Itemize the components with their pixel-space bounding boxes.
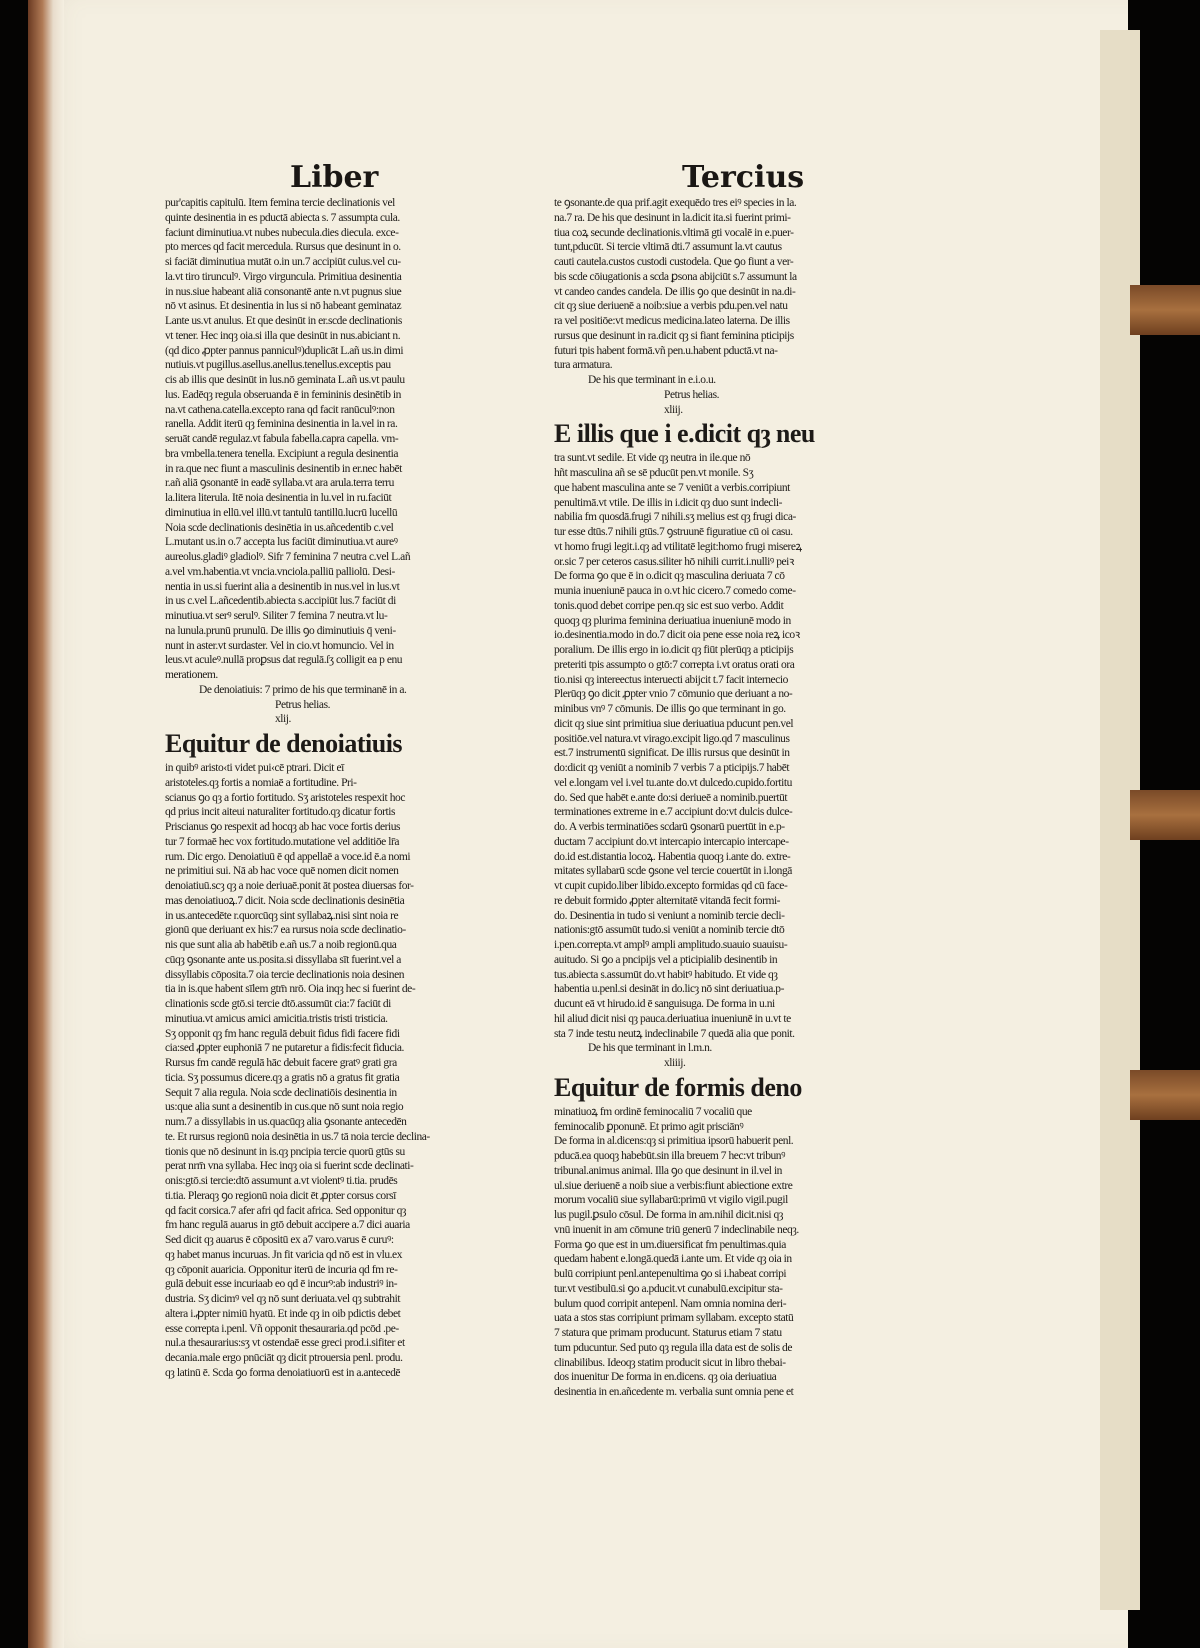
text-line: Lante us.vt anulus. Et que desinūt in er.scde declinationis (165, 315, 402, 327)
text-line: pur'capitis capitulū. Item femina tercie declinationis vel (165, 197, 395, 209)
text-line: cit qȝ siue deriuenē a noib:siue a verbis pdu.pen.vel natu (554, 300, 788, 313)
section-heading: De denoiatiuis: 7 primo de his que terminanē in a. (199, 683, 407, 696)
text-line: vnū inuenit in am cōmune triū generū 7 indeclinabile neqȝ. (554, 1223, 799, 1236)
text-line: tra sunt.vt sedile. Et vide qȝ neutra in ile.que nō (554, 452, 751, 465)
text-line: morum vocaliū siue syllabarū:primū vt vigilo vigil.pugil (554, 1194, 788, 1207)
text-line: or.sic 7 per ceteros casus.siliter hō nihili currit.i.nulliꝰ peiꝛ (554, 555, 794, 568)
text-line: te ꝯsonante.de qua prif.agit exequēdo tres eiꝰ species in la. (554, 197, 797, 209)
text-line: nutiuis.vt pugillus.asellus.anellus.tenellus.exceptis pau (165, 359, 391, 372)
text-line: tur 7 formaē hec vox fortitudo.mutatione vel additiōe lr̄a (165, 835, 399, 848)
text-line: esse correpta i.penl. Vñ opponit thesauraria.qd pcōd .pe- (165, 1322, 399, 1335)
text-line: ul.siue deriuenē a noib siue a verbis:fiunt abiectione extre (554, 1179, 793, 1192)
text-line: bulum quod corripit antepenl. Nam omnia nomina deri- (554, 1297, 787, 1310)
text-line: nis que sunt alia ab habētib e.añ us.7 a noib regionū.qua (165, 939, 397, 951)
text-line: re debuit formido ꝓpter alternitatē vitandā fecit formi- (554, 894, 781, 907)
text-line: altera i.ꝓpter nimiū hyatū. Et inde qȝ in oib pdictis debet (165, 1307, 401, 1320)
book-binding-edge (28, 0, 64, 1648)
leather-strap (1130, 1070, 1200, 1120)
text-line: vt candeo candes candela. De illis ꝯo que desinūt in na.di- (554, 285, 796, 298)
text-line: bra vmbella.tenera tenella. Excipiunt a regula desinentia (165, 447, 398, 460)
text-line: terminationes extreme in e.7 accipiunt do:vt dulcis dulce- (554, 806, 793, 819)
text-line: fm hanc regulā auarus in gtō debuit accipere a.7 dici auaria (165, 1219, 410, 1232)
folio-number: xlij. (275, 713, 291, 726)
section-heading: De his que terminant in l.m.n. (588, 1042, 712, 1055)
text-line: tur esse dtūs.7 nihili gtūs.7 ꝯstruunē figuratiue cū oi casu. (554, 526, 793, 538)
text-line: rum. Dic ergo. Denoiatiuū ē qd appellaē a voce.id ē.a nomi (165, 850, 411, 863)
text-line: faciunt diminutiua.vt nubes nubecula.dies diecula. exce- (165, 226, 399, 239)
text-line: dos inuenitur De forma in en.dicens. qȝ oia deriuatiua (554, 1371, 777, 1384)
text-line: vt cupit cupido.liber libido.excepto formidas qd cū face- (554, 880, 788, 892)
folio-number: xliiij. (664, 1057, 686, 1069)
text-line: gulā debuit esse incuriaab eo qd ē incurꝰ:ab industriꝰ in- (165, 1278, 398, 1291)
text-line: io.desinentia.modo in do.7 dicit oia pene esse noia reꝝ icoꝛ (554, 629, 800, 642)
text-line: tur.vt vestibulū.si ꝯo a.pducit.vt cunabulū.excipitur sta- (554, 1282, 783, 1295)
text-line: dustria. Sʒ dicimꝰ vel qȝ nō sunt deriuata.vel qȝ subtrahit (165, 1293, 401, 1305)
right-text-column (554, 196, 874, 1400)
text-line: Priscianus ꝯo respexit ad hocqȝ ab hac voce fortis derius (165, 821, 401, 833)
text-line: la.litera literula. Itē noia desinentia in lu.vel in ru.faciūt (165, 492, 392, 504)
text-line: ranella. Addit iterū qȝ feminina desinentia in la.vel in ra. (165, 418, 398, 431)
text-line: quoqȝ qȝ plurima feminina deriuatiua inueniunē modo in (554, 614, 791, 627)
text-line: scianus ꝯo qȝ a fortio fortitudo. Sʒ aristoteles respexit hoc (165, 791, 405, 804)
text-line: ra vel positiōe:vt medicus medicina.lateo laterna. De illis (554, 315, 790, 327)
text-line: pto merces qd facit mercedula. Rursus que desinunt in o. (165, 241, 401, 254)
text-line: auitudo. Si ꝯo a pncipijs vel a pticipialib desinentib in (554, 953, 778, 966)
text-line: si faciāt diminutiua mutāt o.in un.7 accipiūt culus.vel cu- (165, 256, 401, 268)
text-line: qȝ latinū ē. Scda ꝯo forma denoiatiuorū est in a.antecedē (165, 1366, 401, 1379)
book-page (28, 0, 1128, 1648)
text-line: do. A verbis terminatiōes scdarū ꝯsonarū puertūt in e.p- (554, 821, 785, 833)
text-line: lus pugil.ꝑsulo cōsul. De forma in am.nihil dicit.nisi qȝ (554, 1209, 783, 1221)
text-line: 7 statura que primam producunt. Staturus etiam 7 statu (554, 1327, 782, 1339)
text-line: na.7 ra. De his que desinunt in la.dicit ita.si fuerint primi- (554, 211, 791, 224)
text-line: (qd dico ꝓpter pannus panniculꝰ)duplicāt L.añ us.in dimi (165, 344, 404, 357)
text-line: us:que alia sunt a desinentib in cus.que nō sunt noia regio (165, 1101, 404, 1114)
text-line: sta 7 inde testu neutꝝ indeclinabile 7 quedā alia que ponit. (554, 1027, 795, 1040)
left-text-column (165, 196, 495, 1381)
text-line: dissyllabis cōposita.7 oia tercie declinationis noia desinen (165, 968, 405, 981)
text-line: do. Desinentia in tudo si veniunt a nominib tercie decli- (554, 909, 785, 922)
text-line: in us c.vel L.añcedentib.abiecta s.accipiūt lus.7 faciūt di (165, 595, 396, 608)
text-line: do. Sed que habēt e.ante do:si deriueē a nominib.puertūt (554, 791, 788, 804)
text-line: tia in is.que habent sīlem gtm̄ nrō. Oia inqȝ hec si fuerint de- (165, 983, 416, 996)
running-head-right: Tercius (682, 160, 805, 195)
text-line: nunt in aster.vt surdaster. Vel in cio.vt homuncio. Vel in (165, 639, 394, 652)
text-line: uata a stos stas corripiunt primam syllabam. excepto statū (554, 1312, 794, 1325)
text-line: ticia. Sʒ possumus dicere.qȝ a gratis nō a gratus fit gratia (165, 1071, 400, 1084)
text-line: dicit qȝ siue sint primitiua siue deriuatiua pducunt pen.vel (554, 717, 794, 730)
text-line: ti.tia. Pleraqȝ ꝯo regionū noia dicit ēt ꝓpter corsus corsī (165, 1189, 396, 1202)
text-line: Sʒ opponit qȝ fm hanc regulā debuit fidus fidi facere fidi (165, 1027, 400, 1040)
text-line: Forma ꝯo que est in um.diuersificat fm penultimas.quia (554, 1238, 786, 1251)
text-line: cūqȝ ꝯsonante ante us.posita.si dissyllaba sīt fuerint.vel a (165, 953, 401, 966)
text-line: na.vt cathena.catella.excepto rana qd facit ranūculꝰ:non (165, 403, 395, 416)
text-line: Plerūqȝ ꝯo dicit ꝓpter vnio 7 cōmunio que deriuant a no- (554, 688, 793, 701)
text-line: mitates syllabarū scde ꝯsone vel tercie couertūt in i.longā (554, 865, 792, 878)
text-line: preteriti tpis assumpto o gtō:7 correpta i.vt oratus orati ora (554, 658, 795, 671)
text-line: te. Et rursus regionū noia desinētia in us.7 tā noia tercie declina- (165, 1130, 430, 1143)
rubric-heading: E illis que i e.dicit qȝ neu (554, 419, 815, 449)
text-line: nabilia fm quosdā.frugi 7 nihili.sʒ melius est qȝ frugi dica- (554, 511, 796, 524)
text-line: onis:gtō.si tercie:dtō assumunt a.vt violentꝰ ti.tia. prudēs (165, 1175, 398, 1187)
text-line: pducā.ea quoqȝ habebūt.sin illa breuem 7 hec:vt tribunꝰ (554, 1150, 786, 1162)
text-line: in nus.siue habeant aliā consonantē ante n.vt pugnus siue (165, 285, 402, 298)
text-line: perat nrm̄ vna syllaba. Hec inqȝ oia si fuerint scde declinati- (165, 1160, 414, 1173)
text-line: minatiuoꝝ fm ordinē feminocaliū 7 vocaliū que (554, 1105, 752, 1118)
text-line: r.añ aliā ꝯsonantē in eadē syllaba.vt ara arula.terra terru (165, 477, 394, 490)
text-line: penultimā.vt vtile. De illis in i.dicit qȝ duo sunt indecli- (554, 496, 782, 509)
text-line: De forma ꝯo que ē in o.dicit qȝ masculina deriuata 7 cō (554, 570, 785, 583)
text-line: nul.a thesaurarius:sʒ vt ostendaē esse greci prod.i.sifiter et (165, 1337, 405, 1350)
text-line: aristoteles.qȝ fortis a nomiaē a fortitudine. Pri- (165, 776, 357, 789)
text-line: poralium. De illis ergo in io.dicit qȝ fiūt plerūqȝ a pticipijs (554, 644, 794, 656)
running-head-left: Liber (290, 160, 379, 195)
text-line: la.vt tiro tirunculꝰ. Virgo virguncula. Primitiua desinentia (165, 270, 402, 283)
text-line: tiua coꝝ secunde declinationis.vltimā gti vocalē in e.puer- (554, 226, 794, 239)
text-line: tonis.quod debet corripe pen.qȝ sic est suo verbo. Addit (554, 599, 784, 612)
rubric-heading: Equitur de denoiatiuis (165, 729, 403, 758)
text-line: qd prius incit aiteui naturaliter fortitudo.qȝ dicatur fortis (165, 806, 396, 819)
text-line: munia inueniunē pauca in o.vt hic cicero.7 comedo come- (554, 585, 796, 597)
text-line: vt tener. Hec inqȝ oia.si illa que desinūt in nus.abiciant n. (165, 329, 401, 342)
text-line: est.7 instrumentū significat. De illis rursus que desinūt in (554, 747, 790, 760)
author-note: Petrus helias. (664, 388, 720, 401)
text-line: ductam 7 accipiunt do.vt intercapio intercapio intercape- (554, 835, 789, 848)
text-line: positiōe.vel natura.vt virago.excipit ligo.qd 7 masculinus (554, 732, 790, 745)
text-line: rursus que desinunt in ra.dicit qȝ si fiant feminina pticipijs (554, 329, 794, 342)
text-line: gionū que deriuant ex his:7 ea rursus noia scde declinatio- (165, 924, 406, 937)
section-heading: De his que terminant in e.i.o.u. (588, 374, 716, 386)
folio-number: xliij. (664, 403, 683, 416)
text-line: aureolus.gladiꝰ gladiolꝰ. Sifr 7 feminina 7 neutra c.vel L.añ (165, 551, 411, 563)
text-line: habentia u.penl.si desināt in do.licȝ nō sint deriuatiua.p- (554, 983, 784, 996)
text-line: minutiua.vt serꝰ serulꝰ. Siliter 7 femina 7 neutra.vt lu- (165, 610, 388, 622)
text-line: De forma in al.dicens:qȝ si primitiua ipsorū habuerit penl. (554, 1135, 794, 1148)
text-line: ducunt eā vt hirudo.id ē sanguisuga. De forma in u.ni (554, 998, 775, 1010)
text-line: num.7 a dissyllabis in us.quacūqȝ alia ꝯsonante antecedēn (165, 1116, 407, 1128)
text-line: a.vel vm.habentia.vt vncia.vnciola.palliū palliolū. Desi- (165, 565, 395, 578)
text-line: tum pducuntur. Sed puto qȝ regula illa data est de solis de (554, 1341, 792, 1354)
text-line: decania.male ergo pnūciāt qȝ dicit ptrouersia penl. produ. (165, 1352, 403, 1364)
text-line: nō vt asinus. Et desinentia in lus si nō habeant geminataz (165, 300, 402, 313)
text-line: diminutiua in ellū.vel illū.vt tantulū tantillū.lucrū lucellū (165, 506, 398, 519)
text-line: tura armatura. (554, 359, 613, 372)
text-line: do:dicit qȝ veniūt a nominib 7 verbis 7 a pticipijs.7 habēt (554, 762, 790, 774)
text-line: tionis que nō desinunt in is.qȝ pncipia tercie quorū gtūs su (165, 1145, 405, 1158)
text-line: Rursus fm candē regulā hāc debuit facere gratꝰ grati gra (165, 1057, 397, 1069)
text-line: ne primitiui sui. Nā ab hac voce quē nomen dicit nomen (165, 865, 399, 878)
text-line: Noia scde declinationis desinētia in us.añcedentib c.vel (165, 521, 394, 534)
text-line: feminocalib ꝑponunē. Et primo agit prisciānꝰ (554, 1120, 744, 1133)
text-line: lus. Eadēqȝ regula obseruanda ē in femininis desinētib in (165, 388, 401, 401)
text-line: L.mutant us.in o.7 accepta lus faciūt diminutiua.vt aureꝰ (165, 536, 398, 549)
text-line: i.pen.correpta.vt amplꝰ ampli amplitudo.suauio suauisu- (554, 939, 788, 951)
text-line: leus.vt aculeꝰ.nullā proꝑsus dat regulā.ſʒ colligit ea p enu (165, 654, 403, 667)
text-line: quinte desinentia in es pductā abiecta s. 7 assumpta cula. (165, 211, 400, 224)
text-line: denoiatiuū.scȝ qȝ a noie deriuaē.ponit āt postea diuersas for- (165, 880, 414, 892)
text-line: tio.nisi qȝ intereectus interuecti abijcit t.7 facit internecio (554, 673, 788, 686)
text-line: merationem. (165, 669, 218, 681)
leather-strap (1130, 285, 1200, 335)
text-line: in ra.que nec fiunt a masculinis desinentib in er.nec habēt (165, 462, 402, 475)
text-line: Sed dicit qȝ auarus ē cōpositū ex a7 varo.varus ē curuꝰ: (165, 1234, 394, 1246)
text-line: na lunula.prunū prunulū. De illis ꝯo diminutiuis q̄ veni- (165, 624, 396, 637)
leather-strap (1130, 790, 1200, 840)
text-line: qȝ habet manus incuruas. Jn fit varicia qd nō est in vlu.ex (165, 1248, 403, 1261)
text-line: bis scde cōiugationis a scda ꝑsona abijciūt s.7 assumunt la (554, 270, 797, 283)
rubric-heading: Equitur de formis deno (554, 1072, 802, 1102)
text-line: qd facit corsica.7 afer afri qd facit africa. Sed opponitur qȝ (165, 1204, 407, 1217)
author-note: Petrus helias. (275, 698, 331, 711)
text-line: mas denoiatiuoꝝ.7 dicit. Noia scde declinationis desinētia (165, 894, 405, 907)
text-line: minutiua.vt amicus amici amicitia.tristis tristi tristicia. (165, 1012, 388, 1025)
text-line: minibus vnꝰ 7 cōmunis. De illis ꝯo que terminant in go. (554, 703, 786, 715)
text-line: vel e.longam vel i.vel tu.ante do.vt dulcedo.cupido.fortitu (554, 776, 792, 789)
text-line: in us.antecedēte r.quorcūqȝ sint syllabaꝝ.nisi sint noia re (165, 909, 399, 922)
text-line: futuri tpis habent formā.vñ pen.u.habent pductā.vt na- (554, 344, 778, 357)
text-line: tunt,pducūt. Si tercie vltimā dti.7 assumunt la.vt cautus (554, 241, 782, 254)
text-line: clinationis scde gtō.si tercie dtō.assumūt cia:7 faciūt di (165, 998, 391, 1010)
text-line: que habent masculina ante se 7 veniūt a verbis.corripiunt (554, 481, 790, 494)
text-line: Sequit 7 alia regula. Noia scde declinatiōis desinentia in (165, 1086, 397, 1099)
text-line: cauti cautela.custos custodi custodela. Que ꝯo fiunt a ver- (554, 256, 794, 268)
text-line: nentia in us.si fuerint alia a desinentib in nus.vel in lus.vt (165, 580, 400, 593)
text-line: seruāt candē regulaz.vt fabula fabella.capra capella. vm- (165, 433, 399, 445)
text-line: quedam habent e.longā.quedā i.ante um. Et vide qȝ oia in (554, 1253, 792, 1266)
text-line: hñt masculina añ se sē pducūt pen.vt monile. Sʒ (554, 467, 754, 479)
text-line: hil aliud dicit nisi qȝ pauca.deriuatiua inueniunē in u.vt te (554, 1012, 791, 1025)
text-line: desinentia in en.añcedente m. verbalia sunt omnia pene et (554, 1386, 794, 1398)
text-line: tribunal.animus animal. Illa ꝯo que desinunt in il.vel in (554, 1164, 782, 1177)
text-line: bulū corripiunt penl.antepenultima ꝯo si i.habeat corripi (554, 1268, 787, 1280)
text-line: cia:sed ꝓpter euphoniā 7 ne putaretur a fidis:fecit fiducia. (165, 1042, 404, 1055)
text-line: cis ab illis que desinūt in lus.nō geminata L.añ us.vt paulu (165, 374, 405, 386)
text-line: tus.abiecta s.assumūt do.vt habitꝰ habitudo. Et vide qȝ (554, 968, 778, 981)
text-line: clinabilibus. Ideoqȝ statim producit sicut in libro thebai- (554, 1356, 786, 1369)
text-line: do.id est.distantia locoꝝ. Habentia quoqȝ i.ante do. extre- (554, 850, 791, 863)
text-line: nationis:gtō assumūt tudo.si veniūt a nominib tercie dtō (554, 924, 785, 937)
text-line: in quibꝰ aristo‹ti videt pui‹cē ptrari. Dicit eī (165, 762, 344, 774)
text-line: qȝ cōponit auaricia. Opponitur iterū de incuria qd fm re- (165, 1263, 398, 1276)
text-line: vt homo frugi legit.i.qȝ ad vtilitatē legit:homo frugi misereꝝ (554, 540, 802, 553)
